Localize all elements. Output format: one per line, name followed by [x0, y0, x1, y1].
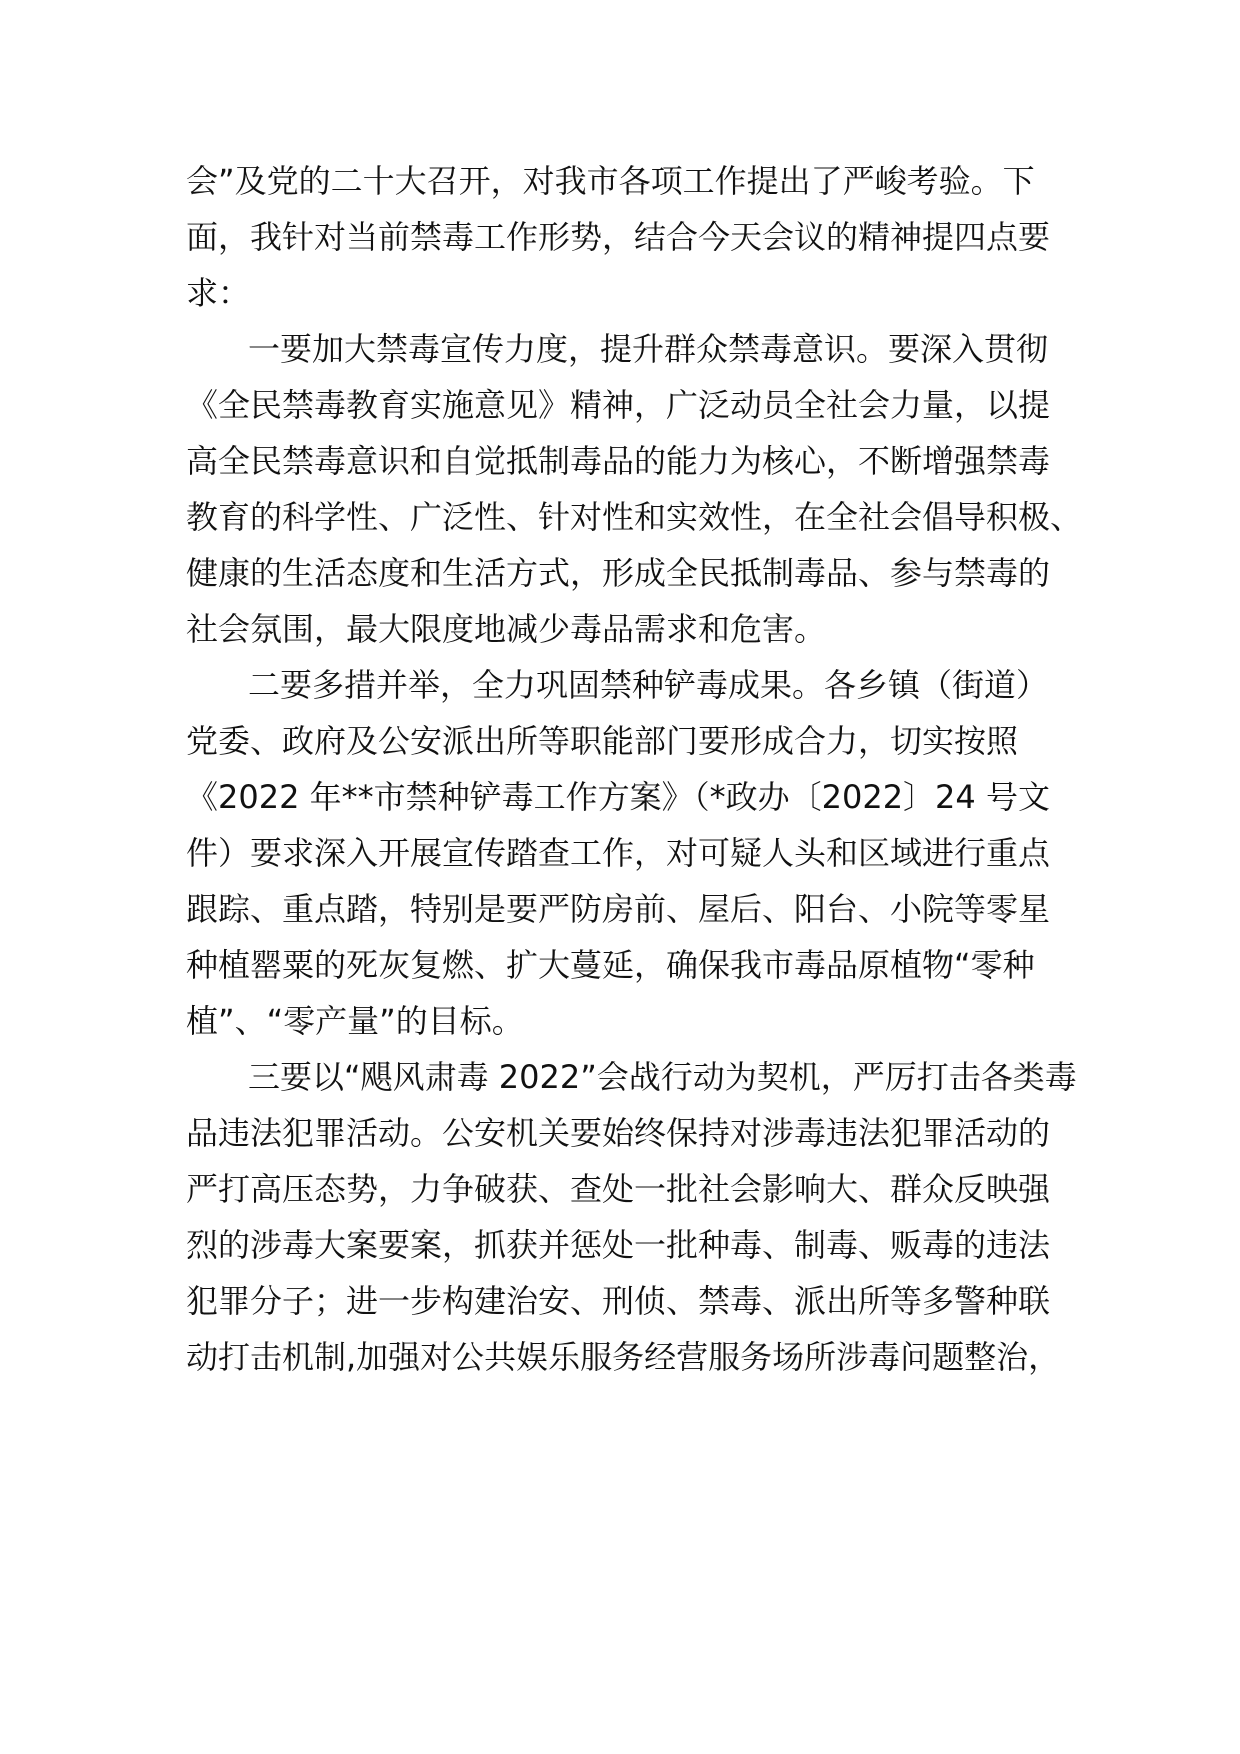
text-line: 教育的科学性、广泛性、针对性和实效性，在全社会倡导积极、	[186, 498, 1083, 536]
paragraph-2-first-line: 二要多措并举，全力巩固禁种铲毒成果。各乡镇（街道）	[248, 666, 1049, 704]
text-line: 烈的涉毒大案要案，抓获并惩处一批种毒、制毒、贩毒的违法	[186, 1226, 1051, 1264]
text-line: 《2022 年**市禁种铲毒工作方案》（*政办〔2022〕24 号文	[186, 778, 1050, 816]
text-line: 求：	[186, 274, 251, 312]
text-line: 会”及党的二十大召开，对我市各项工作提出了严峻考验。下	[186, 162, 1035, 200]
paragraph-1-first-line: 一要加大禁毒宣传力度，提升群众禁毒意识。要深入贯彻	[248, 330, 1049, 368]
text-line: 件）要求深入开展宣传踏查工作，对可疑人头和区域进行重点	[186, 834, 1051, 872]
text-line: 《全民禁毒教育实施意见》精神，广泛动员全社会力量，以提	[186, 386, 1051, 424]
text-line: 社会氛围，最大限度地减少毒品需求和危害。	[186, 610, 827, 648]
text-line: 动打击机制,加强对公共娱乐服务经营服务场所涉毒问题整治，	[186, 1338, 1061, 1376]
text-line: 健康的生活态度和生活方式，形成全民抵制毒品、参与禁毒的	[186, 554, 1051, 592]
text-line: 党委、政府及公安派出所等职能部门要形成合力，切实按照	[186, 722, 1019, 760]
text-line: 严打高压态势，力争破获、查处一批社会影响大、群众反映强	[186, 1170, 1051, 1208]
text-line: 跟踪、重点踏，特别是要严防房前、屋后、阳台、小院等零星	[186, 890, 1051, 928]
text-line: 犯罪分子；进一步构建治安、刑侦、禁毒、派出所等多警种联	[186, 1282, 1051, 1320]
paragraph-3-first-line: 三要以“飓风肃毒 2022”会战行动为契机，严厉打击各类毒	[248, 1058, 1077, 1096]
text-line: 种植罂粟的死灰复燃、扩大蔓延，确保我市毒品原植物“零种	[186, 946, 1035, 984]
text-line: 植”、“零产量”的目标。	[186, 1002, 524, 1040]
text-line: 面，我针对当前禁毒工作形势，结合今天会议的精神提四点要	[186, 218, 1051, 256]
text-line: 高全民禁毒意识和自觉抵制毒品的能力为核心，不断增强禁毒	[186, 442, 1051, 480]
text-line: 品违法犯罪活动。公安机关要始终保持对涉毒违法犯罪活动的	[186, 1114, 1051, 1152]
